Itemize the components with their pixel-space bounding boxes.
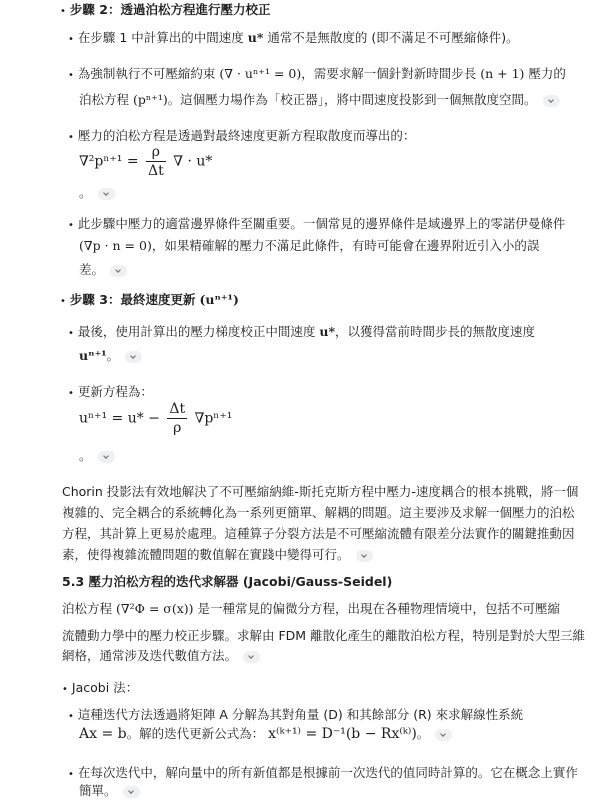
jacobi-label: Jacobi 法： — [71, 680, 139, 695]
eq-rhs: ∇ · u* — [173, 153, 213, 170]
step2-paragraph-4-end — [79, 260, 127, 279]
text: 最後，使用計算出的壓力梯度校正中間速度 — [77, 324, 316, 339]
step3-heading: 步驟 3：最終速度更新 — [69, 292, 196, 307]
section53-paragraph-1-end — [62, 646, 260, 665]
math-inline: uⁿ⁺¹ — [79, 348, 107, 363]
step3-item — [60, 290, 239, 310]
expand-chevron-icon[interactable] — [125, 351, 142, 363]
step2-item — [60, 0, 270, 20]
jacobi-item — [62, 678, 138, 698]
text: 。 — [79, 185, 92, 200]
bullet: • — [68, 220, 74, 231]
text: 更新方程為： — [77, 384, 153, 399]
bullet: • — [60, 296, 66, 307]
step3-paragraph-1-cont — [79, 346, 142, 365]
expand-chevron-icon[interactable] — [98, 188, 115, 200]
summary-line-4 — [62, 545, 373, 564]
text: 是一種常見的偏微分方程，出現在各種物理情境中，包括不可壓縮 — [197, 601, 560, 616]
expand-chevron-icon[interactable] — [435, 729, 452, 741]
bullet: • — [60, 6, 66, 17]
step2-paragraph-4 — [68, 214, 565, 234]
bullet: • — [68, 132, 74, 143]
text: 素，使得複雜流體問題的數值解在實踐中變得可行。 — [62, 547, 350, 562]
math-inline: u* — [319, 324, 336, 339]
text: 壓力的 — [528, 66, 566, 81]
text: 。這個壓力場作為「校正器」，將中間速度投影到一個無散度空間。 — [167, 92, 537, 107]
text: 通常不是無散度的 (即不滿足不可壓縮條件)。 — [267, 30, 519, 45]
section53-paragraph-1-cont: 流體動力學中的壓力校正步驟。求解由 FDM 離散化產生的離散泊松方程，特別是對於大型三維 — [62, 628, 586, 643]
text: 網格，通常涉及迭代數值方法。 — [62, 648, 238, 663]
text: 為強制執行不可壓縮約束 — [77, 66, 216, 81]
math-inline: (pⁿ⁺¹) — [133, 92, 168, 107]
math-inline: (∇²Φ = σ(x)) — [116, 601, 194, 616]
eq-numerator: Δt — [167, 400, 187, 419]
text: 。 — [416, 726, 430, 741]
bullet: • — [68, 388, 74, 399]
step2-heading: 步驟 2：透過泊松方程進行壓力校正 — [69, 2, 271, 17]
eq-rhs: ∇pⁿ⁺¹ — [194, 410, 233, 427]
eq-denominator: ρ — [173, 420, 182, 437]
eq-lhs: ∇²pⁿ⁺¹ = — [79, 153, 139, 170]
bullet: • — [68, 328, 74, 339]
text: 此步驟中壓力的適當邊界條件至關重要。一個常見的邊界條件是域邊界上的零諾伊曼條件 — [77, 216, 566, 231]
math-inline: u* — [247, 30, 264, 45]
eq-fraction — [167, 400, 187, 437]
step2-paragraph-2-cont — [79, 90, 560, 109]
step2-paragraph-2 — [68, 64, 566, 84]
expand-chevron-icon[interactable] — [243, 651, 260, 663]
poisson-equation — [79, 143, 212, 180]
text: ，如果精確解的壓力不滿足此條件，有時可能會在邊界附近引入小的誤 — [151, 238, 540, 253]
eq-denominator: Δt — [148, 163, 164, 180]
bullet: • — [68, 711, 74, 722]
jacobi-paragraph-1 — [68, 705, 523, 725]
summary-line-1: Chorin 投影法有效地解決了不可壓縮納維-斯托克斯方程中壓力-速度耦合的根本挑戰，將一個 — [62, 484, 579, 499]
math-inline: (∇ · uⁿ⁺¹ = 0) — [219, 66, 302, 81]
text: 在步驟 1 中計算出的中間速度 — [77, 30, 244, 45]
text: 在每次迭代中，解向量中的所有新值都是根據前一次迭代的值同時計算的。它在概念上實作 — [77, 765, 578, 780]
text: 。 — [79, 448, 92, 463]
section53-paragraph-1 — [62, 599, 560, 618]
text: 泊松方程 — [79, 92, 130, 107]
text: 。解的迭代更新公式為： — [126, 726, 265, 741]
math-inline: (uⁿ⁺¹) — [199, 292, 239, 307]
summary-line-3: 方程，其計算上更易於處理。這種算子分裂方法是不可壓縮流體有限差分法實作的關鍵推動因 — [62, 526, 575, 541]
step2-paragraph-1 — [68, 28, 519, 48]
step3-paragraph-1 — [68, 322, 535, 342]
jacobi-paragraph-1-cont — [79, 724, 452, 746]
text: 這種迭代方法透過將矩陣 A 分解為其對角量 (D) 和其餘部分 (R) 來求解線性系統 — [77, 707, 524, 722]
text: 泊松方程 — [62, 601, 113, 616]
velocity-update-equation — [79, 400, 232, 437]
section-heading: 5.3 壓力泊松方程的迭代求解器 (Jacobi/Gauss-Seidel) — [62, 574, 393, 589]
expand-chevron-icon[interactable] — [110, 265, 127, 277]
expand-chevron-icon[interactable] — [98, 451, 115, 463]
text: 壓力的泊松方程是透過對最終速度更新方程取散度而導出的： — [77, 128, 416, 143]
bullet: • — [68, 769, 74, 780]
eq-lhs: uⁿ⁺¹ = u* − — [79, 410, 160, 427]
text: ，以獲得當前時間步長的無散度速度 — [335, 324, 536, 339]
jacobi-paragraph-2-cont — [79, 781, 140, 800]
eq-end — [79, 446, 115, 465]
expand-chevron-icon[interactable] — [543, 95, 560, 107]
bullet: • — [68, 34, 74, 45]
eq-fraction — [146, 143, 166, 180]
math-inline: (n + 1) — [480, 66, 525, 81]
text: 差。 — [79, 262, 105, 277]
bullet: • — [68, 70, 74, 81]
eq-end — [79, 183, 115, 202]
text: 。 — [106, 348, 120, 363]
bullet: • — [62, 684, 68, 695]
expand-chevron-icon[interactable] — [356, 550, 373, 562]
step3-paragraph-2 — [68, 382, 153, 402]
text: 簡單。 — [79, 783, 117, 798]
text: ，需要求解一個針對新時間步長 — [301, 66, 477, 81]
step2-paragraph-4-cont — [79, 236, 539, 255]
summary-line-2: 複雜的、完全耦合的系統轉化為一系列更簡單、解耦的問題。這主要涉及求解一個壓力的泊松 — [62, 505, 575, 520]
jacobi-paragraph-2 — [68, 763, 578, 783]
math-inline: (∇p · n = 0) — [79, 238, 152, 253]
math-inline: x⁽ᵏ⁺¹⁾ = D⁻¹(b − Rx⁽ᵏ⁾) — [268, 726, 417, 742]
eq-numerator: ρ — [146, 143, 166, 162]
expand-chevron-icon[interactable] — [123, 786, 140, 798]
math-inline: Ax = b — [79, 726, 127, 742]
